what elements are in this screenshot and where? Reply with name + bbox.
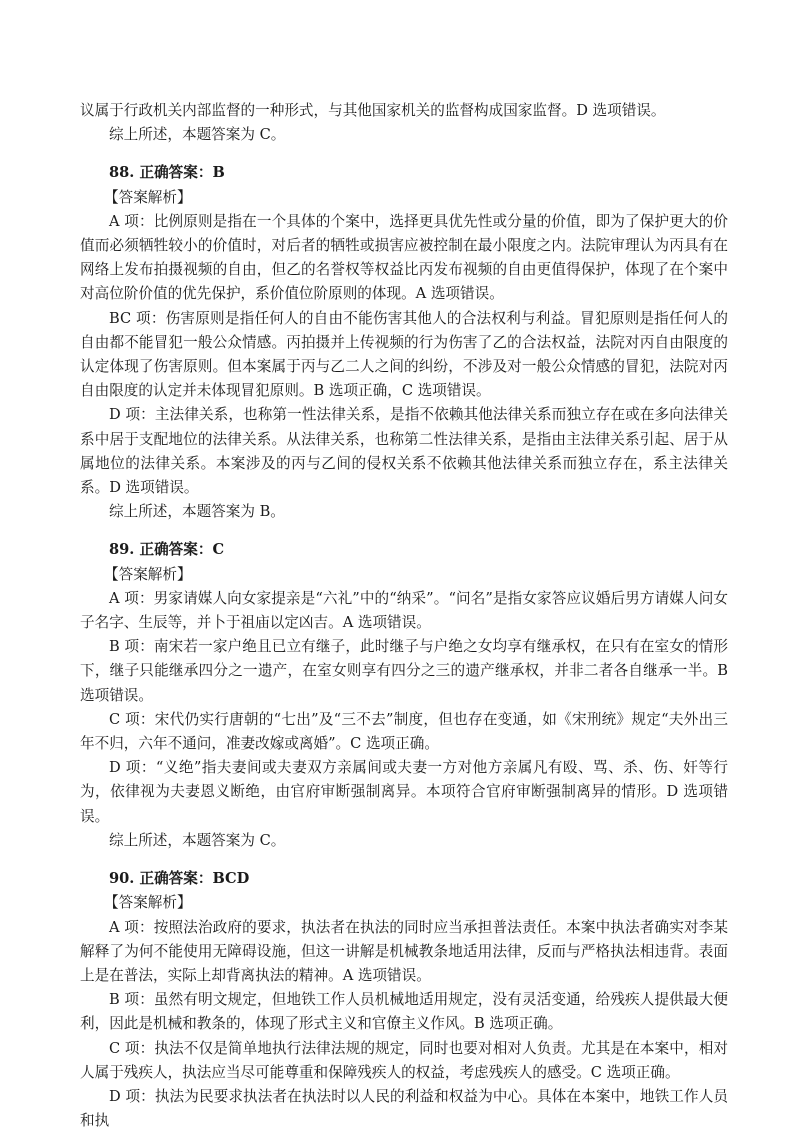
q89-option-d: D 项：“义绝”指夫妻间或夫妻双方亲属间或夫妻一方对他方亲属凡有殴、骂、杀、伤、奸等行为，依律视为夫妻恩义断绝，由官府审断强制离异。本项符合官府审断强制离异的情形。D 选项错误。 [80, 759, 728, 825]
q90-option-b: B 项：虽然有明文规定，但地铁工作人员机械地适用规定，没有灵活变通，给残疾人提供最大便利，因此是机械和教条的，体现了形式主义和官僚主义作风。B 选项正确。 [80, 991, 728, 1033]
q90-option-c: C 项：执法不仅是简单地执行法律法规的规定，同时也要对相对人负责。尤其是在本案中，相对人属于残疾人，执法应当尽可能尊重和保障残疾人的权益，考虑残疾人的感受。C 选项正确。 [80, 1039, 728, 1081]
q89-option-c: C 项：宋代仍实行唐朝的“七出”及“三不去”制度，但也存在变通，如《宋刑统》规定“夫外出三年不归，六年不通问，准妻改嫁或离婚”。C 选项正确。 [80, 710, 728, 753]
intro-continuation: 议属于行政机关内部监督的一种形式，与其他国家机关的监督构成国家监督。D 选项错误。 [80, 102, 666, 119]
page-content [80, 99, 728, 1133]
q90-option-d: D 项：执法为民要求执法者在执法时以人民的利益和权益为中心。具体在本案中，地铁工作人员和执 [80, 1087, 728, 1130]
q89-analysis-tag: 【答案解析】 [104, 565, 192, 583]
q88-option-d: D 项：主法律关系，也称第一性法律关系，是指不依赖其他法律关系而独立存在或在多向法律关系中居于支配地位的法律关系。从法律关系，也称第二性法律关系，是指由主法律关系引起、居于从属地位的法律关系。本案涉及的丙与乙间的侵权关系不依赖其他法律关系而独立存在，系主法律关系。D 选项错误。 [80, 406, 728, 497]
q88-analysis-tag: 【答案解析】 [104, 188, 192, 206]
q90-answer-heading: 90. 正确答案：BCD [109, 870, 250, 888]
q89-option-b: B 项：南宋若一家户绝且已立有继子，此时继子与户绝之女均享有继承权，在只有在室女的情形下，继子只能继承四分之一遗产，在室女则享有四分之三的遗产继承权，并非二者各自继承一半。B 选项错误。 [80, 638, 728, 704]
q89-summary: 综上所述，本题答案为 C。 [109, 831, 286, 849]
q89-answer-heading: 89. 正确答案：C [109, 541, 225, 559]
q88-option-a: A 项：比例原则是指在一个具体的个案中，选择更具优先性或分量的价值，即为了保护更大的价值而必须牺牲较小的价值时，对后者的牺牲或损害应被控制在最小限度之内。法院审理认为丙具有在网络上发布拍摄视频的自由，但乙的名誉权等权益比丙发布视频的自由更值得保护，体现了在个案中对高位阶价值的优先保护，系价值位阶原则的体现。A 选项错误。 [80, 212, 728, 303]
q90-analysis-tag: 【答案解析】 [104, 894, 192, 912]
q88-summary: 综上所述，本题答案为 B。 [109, 503, 285, 521]
q88-option-bc: BC 项：伤害原则是指任何人的自由不能伤害其他人的合法权利与利益。冒犯原则是指任何人的自由都不能冒犯一般公众情感。丙拍摄并上传视频的行为伤害了乙的合法权益，法院对丙自由限度的认定体现了伤害原则。但本案属于丙与乙二人之间的纠纷，不涉及对一般公众情感的冒犯，法院对丙自由限度的认定并未体现冒犯原则。B 选项正确，C 选项错误。 [80, 309, 728, 400]
q90-option-a: A 项：按照法治政府的要求，执法者在执法的同时应当承担普法责任。本案中执法者确实对李某解释了为何不能使用无障碍设施，但这一讲解是机械教条地适用法律，反而与严格执法相违背。表面上是在普法，实际上却背离执法的精神。A 选项错误。 [80, 918, 728, 984]
q88-answer-heading: 88. 正确答案：B [109, 164, 225, 182]
q89-option-a: A 项：男家请媒人向女家提亲是“六礼”中的“纳采”。“问名”是指女家答应议婚后男方请媒人问女子名字、生辰等，并卜于祖庙以定凶吉。A 选项错误。 [80, 589, 728, 632]
intro-summary: 综上所述，本题答案为 C。 [109, 126, 286, 144]
